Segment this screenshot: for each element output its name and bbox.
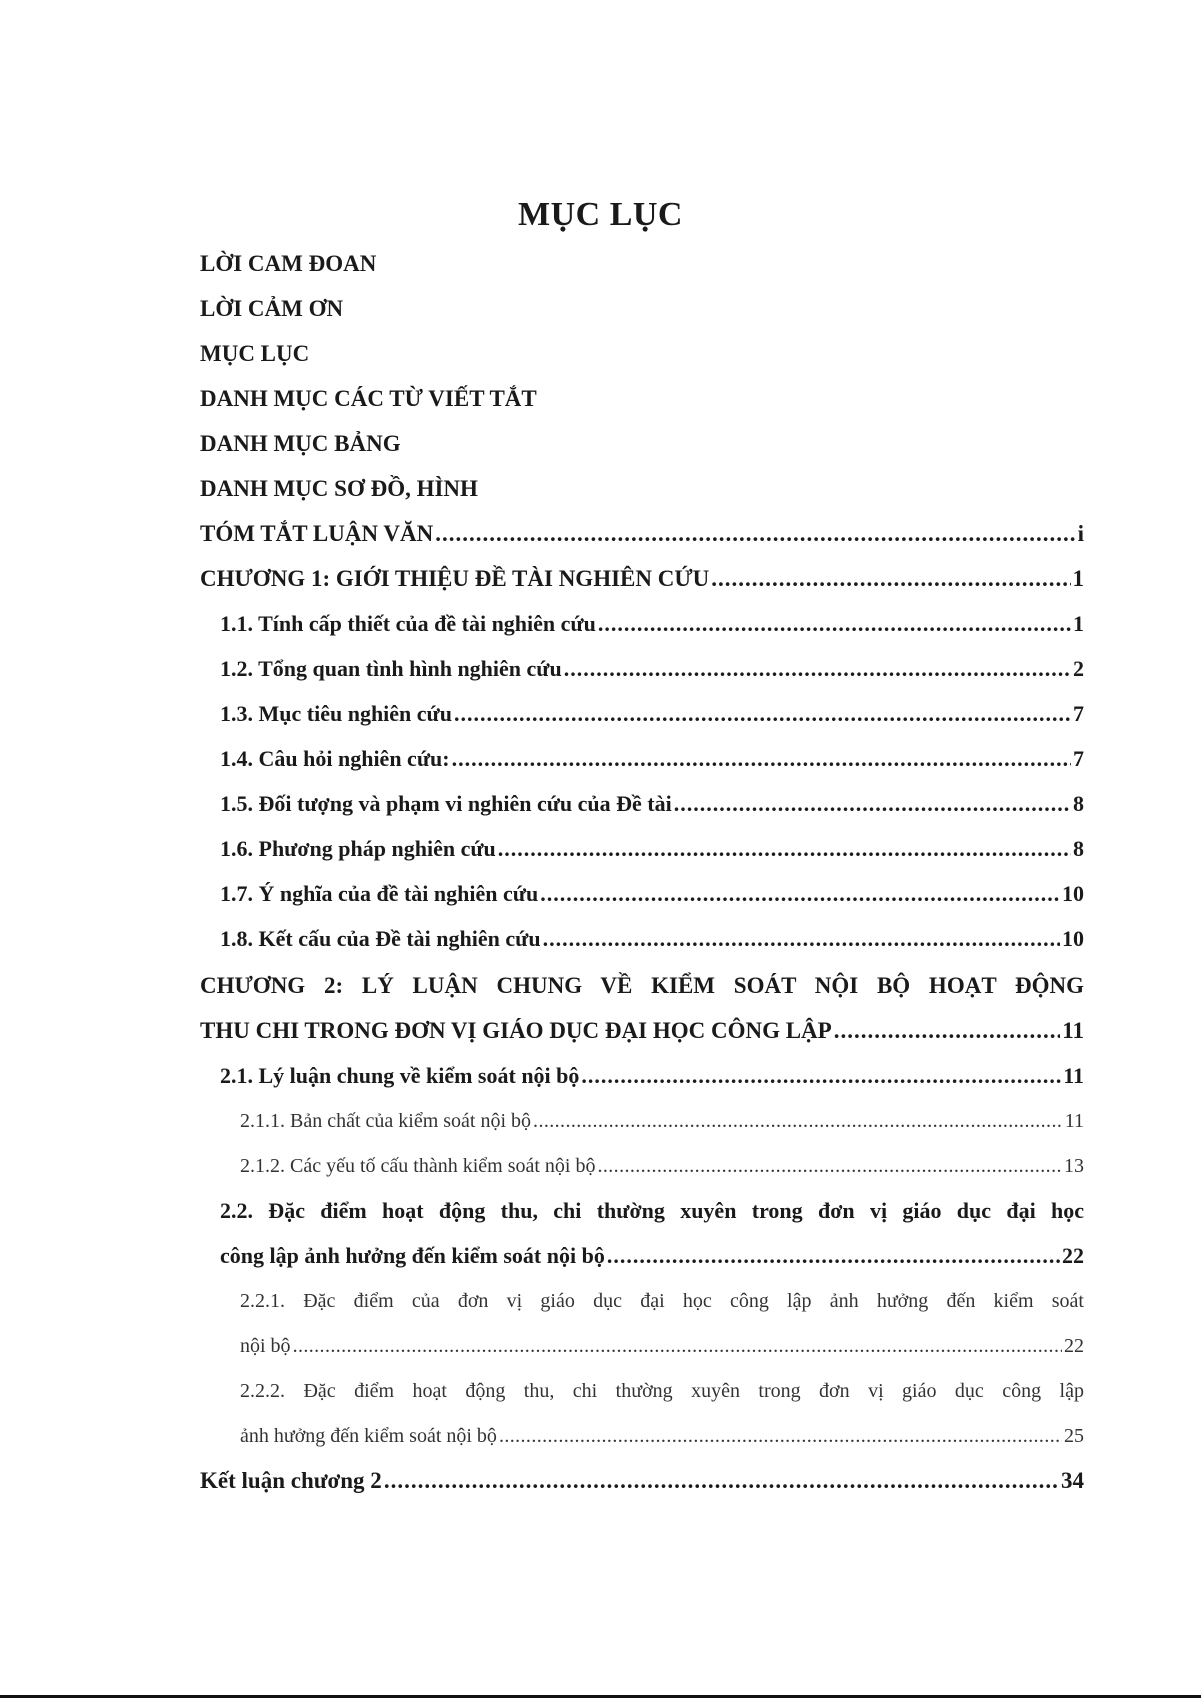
toc-entry-danh-muc-tu-viet-tat[interactable]: DANH MỤC CÁC TỪ VIẾT TẮT [200, 386, 537, 411]
toc-leader-dots [674, 782, 1071, 826]
toc-entry-chuong-2[interactable] [200, 1009, 1084, 1053]
toc-leader-dots [711, 557, 1070, 601]
toc-entry-text: 1.6. Phương pháp nghiên cứu [220, 836, 496, 861]
toc-entry-text: TÓM TẮT LUẬN VĂN [200, 521, 434, 546]
toc-entry-chuong-1[interactable] [200, 557, 1084, 601]
toc-entry-2-1-2[interactable] [240, 1144, 1084, 1188]
toc-page-number: 1 [1072, 566, 1084, 591]
toc-leader-dots [834, 1009, 1061, 1053]
toc-entry-text: 1.3. Mục tiêu nghiên cứu [220, 701, 452, 726]
toc-leader-dots [384, 1459, 1059, 1503]
toc-page-number: 7 [1073, 701, 1084, 726]
toc-entry-text: nội bộ [240, 1335, 291, 1357]
toc-entry-text: 1.2. Tổng quan tình hình nghiên cứu [220, 656, 562, 681]
toc-entry-loi-cam-on[interactable]: LỜI CẢM ƠN [200, 296, 344, 321]
toc-entry-text: ảnh hưởng đến kiểm soát nội bộ [240, 1425, 497, 1447]
toc-page-number: 34 [1061, 1468, 1084, 1493]
toc-entry-loi-cam-doan[interactable]: LỜI CAM ĐOAN [200, 251, 377, 276]
toc-entry-text: CHƯƠNG 1: GIỚI THIỆU ĐỀ TÀI NGHIÊN CỨU [200, 566, 710, 591]
toc-entry-text: 2.1.1. Bản chất của kiểm soát nội bộ [240, 1110, 532, 1132]
toc-entry-2-2-1[interactable] [240, 1324, 1084, 1368]
toc-leader-dots [597, 1144, 1062, 1188]
toc-entry-danh-muc-bang[interactable]: DANH MỤC BẢNG [200, 431, 401, 456]
toc-leader-dots [454, 692, 1071, 736]
page-title: MỤC LỤC [518, 196, 683, 233]
toc-entry-text: Kết luận chương 2 [200, 1468, 382, 1493]
toc-entry-text: công lập ảnh hưởng đến kiểm soát nội bộ [220, 1243, 605, 1268]
toc-entry-2-2-line1[interactable]: 2.2. Đặc điểm hoạt động thu, chi thường xuyên trong đơn vị giáo dục đại học [220, 1198, 1084, 1223]
toc-leader-dots [452, 737, 1071, 781]
toc-page-number: 10 [1062, 926, 1084, 951]
toc-page-number: 13 [1064, 1155, 1084, 1177]
toc-entry-text: 1.7. Ý nghĩa của đề tài nghiên cứu [220, 881, 539, 906]
toc-entry-text: 1.5. Đối tượng và phạm vi nghiên cứu của Đề tài [220, 791, 672, 816]
toc-leader-dots [435, 512, 1075, 556]
toc-page-number: 1 [1073, 611, 1084, 636]
toc-leader-dots [293, 1324, 1062, 1368]
toc-page-number: 22 [1062, 1243, 1084, 1268]
toc-entry-1-7[interactable] [220, 872, 1084, 916]
toc-entry-1-1[interactable] [220, 602, 1084, 646]
toc-entry-text: 1.4. Câu hỏi nghiên cứu: [220, 746, 450, 771]
toc-page-number: 8 [1073, 791, 1084, 816]
toc-leader-dots [499, 1414, 1062, 1458]
toc-entry-2-2-2[interactable] [240, 1414, 1084, 1458]
toc-leader-dots [581, 1054, 1061, 1098]
toc-entry-chuong-2-line1[interactable]: CHƯƠNG 2: LÝ LUẬN CHUNG VỀ KIỂM SOÁT NỘI BỘ HOẠT ĐỘNG [200, 973, 1084, 998]
toc-page-number: 11 [1062, 1018, 1084, 1043]
toc-entry-2-2-1-line1[interactable]: 2.2.1. Đặc điểm của đơn vị giáo dục đại học công lập ảnh hưởng đến kiểm soát [240, 1290, 1084, 1312]
toc-entry-1-8[interactable] [220, 917, 1084, 961]
toc-page-number: 2 [1073, 656, 1084, 681]
toc-leader-dots [598, 602, 1071, 646]
toc-entry-ket-luan-chuong-2[interactable] [200, 1459, 1084, 1503]
toc-entry-1-2[interactable] [220, 647, 1084, 691]
toc-entry-2-2-2-line1[interactable]: 2.2.2. Đặc điểm hoạt động thu, chi thường xuyên trong đơn vị giáo dục công lập [240, 1380, 1084, 1402]
toc-entry-text: 2.1.2. Các yếu tố cấu thành kiểm soát nội bộ [240, 1155, 596, 1177]
toc-page-number: 8 [1073, 836, 1084, 861]
toc-entry-2-1[interactable] [220, 1054, 1084, 1098]
toc-entry-text: 1.1. Tính cấp thiết của đề tài nghiên cứu [220, 611, 596, 636]
toc-page-number: 11 [1063, 1063, 1084, 1088]
toc-leader-dots [607, 1234, 1060, 1278]
toc-entry-2-2[interactable] [220, 1234, 1084, 1278]
toc-entry-tom-tat[interactable] [200, 512, 1084, 556]
toc-page-number: 25 [1064, 1425, 1084, 1447]
toc-entry-2-1-1[interactable] [240, 1099, 1084, 1143]
toc-entry-text: THU CHI TRONG ĐƠN VỊ GIÁO DỤC ĐẠI HỌC CÔNG LẬP [200, 1018, 832, 1043]
toc-leader-dots [533, 1099, 1063, 1143]
toc-entry-text: 2.1. Lý luận chung về kiểm soát nội bộ [220, 1063, 580, 1088]
toc-entry-text: 1.8. Kết cấu của Đề tài nghiên cứu [220, 926, 541, 951]
toc-leader-dots [543, 917, 1060, 961]
toc-leader-dots [540, 872, 1060, 916]
toc-entry-danh-muc-so-do-hinh[interactable]: DANH MỤC SƠ ĐỒ, HÌNH [200, 476, 478, 501]
toc-entry-muc-luc[interactable]: MỤC LỤC [200, 341, 310, 366]
toc-entry-1-3[interactable] [220, 692, 1084, 736]
toc-leader-dots [564, 647, 1071, 691]
toc-page-number: 10 [1062, 881, 1084, 906]
toc-page-number: 22 [1064, 1335, 1084, 1357]
toc-page-number: 11 [1064, 1110, 1084, 1132]
toc-leader-dots [498, 827, 1071, 871]
toc-entry-1-6[interactable] [220, 827, 1084, 871]
toc-entry-1-4[interactable] [220, 737, 1084, 781]
toc-page-number: 7 [1073, 746, 1084, 771]
toc-page-number: i [1077, 521, 1084, 546]
toc-entry-1-5[interactable] [220, 782, 1084, 826]
